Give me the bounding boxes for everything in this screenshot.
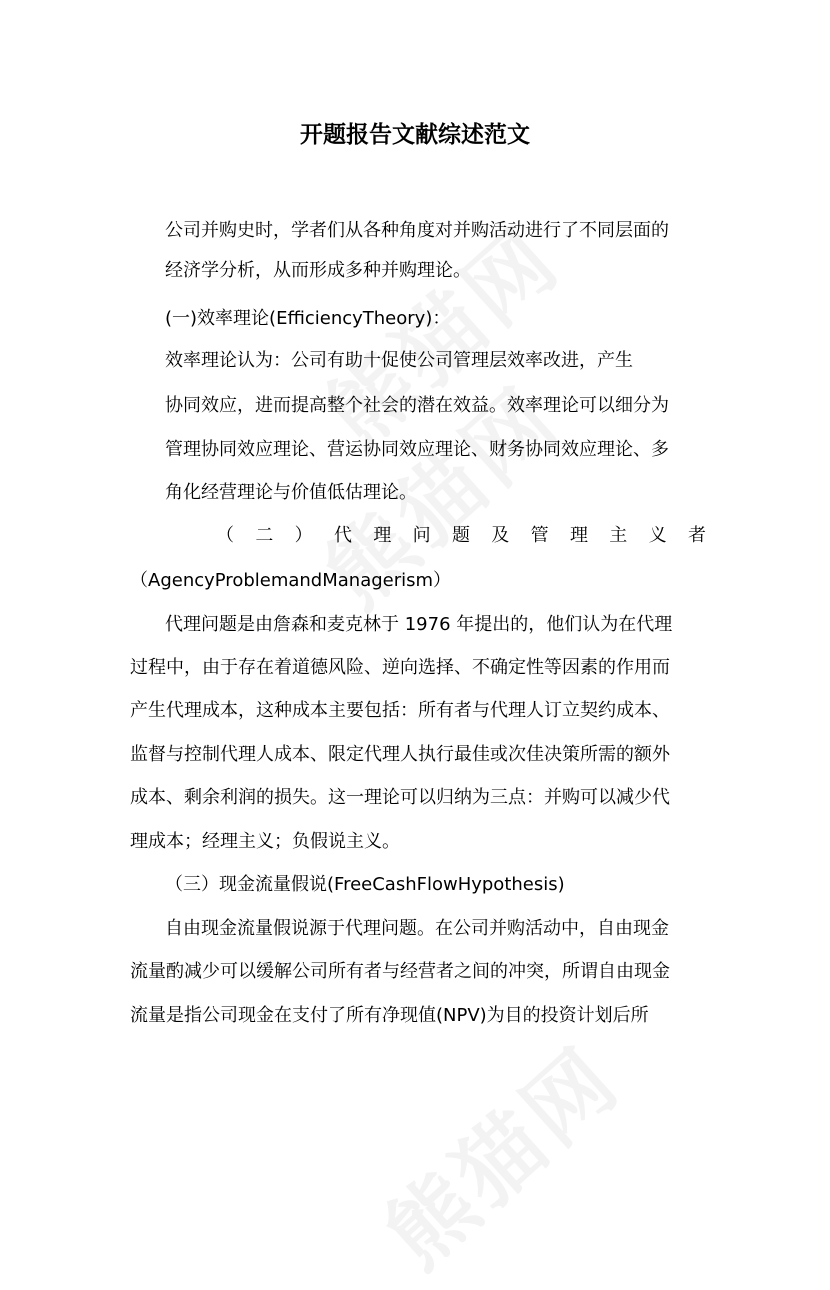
paragraph-line: 公司并购史时，学者们从各种角度对并购活动进行了不同层面的 — [165, 220, 669, 241]
heading-char: 及 — [491, 525, 510, 546]
heading-char: 管 — [530, 525, 549, 546]
paragraph-line: 成本、剩余利润的损失。这一理论可以归纳为三点：并购可以减少代 — [130, 787, 670, 808]
section-heading: （AgencyProblemandManagerism） — [130, 570, 452, 591]
heading-char: 题 — [451, 525, 470, 546]
paragraph-line: 监督与控制代理人成本、限定代理人执行最佳或次佳决策所需的额外 — [130, 744, 670, 765]
paragraph-line: 产生代理成本，这种成本主要包括：所有者与代理人订立契约成本、 — [130, 700, 670, 721]
heading-char: （ — [216, 525, 234, 546]
paragraph-line: 流量是指公司现金在支付了所有净现值(NPV)为目的投资计划后所 — [130, 1005, 649, 1026]
paragraph-line: 自由现金流量假说源于代理问题。在公司并购活动中，自由现金 — [165, 918, 669, 939]
paragraph-line: 管理协同效应理论、营运协同效应理论、财务协同效应理论、多 — [165, 439, 669, 460]
paragraph-line: 代理问题是由詹森和麦克林于 1976 年提出的，他们认为在代理 — [165, 614, 673, 635]
watermark — [354, 1014, 642, 1290]
heading-char: 问 — [412, 525, 431, 546]
heading-char: 者 — [687, 525, 706, 546]
paragraph-line: 经济学分析，从而形成多种并购理论。 — [165, 260, 471, 281]
paragraph-line: 角化经营理论与价值低估理论。 — [165, 482, 417, 503]
heading-char: 理 — [373, 525, 392, 546]
heading-char: 二 — [255, 525, 274, 546]
heading-char: 义 — [648, 525, 667, 546]
paragraph-line: 过程中，由于存在着道德风险、逆向选择、不确定性等因素的作用而 — [130, 657, 670, 678]
heading-char: 代 — [333, 525, 352, 546]
heading-char: 理 — [569, 525, 588, 546]
heading-char: ） — [294, 525, 313, 546]
paragraph-line: 理成本；经理主义；负假说主义。 — [130, 831, 400, 852]
heading-char: 主 — [609, 525, 628, 546]
paragraph-line: 效率理论认为：公司有助十促使公司管理层效率改进，产生 — [165, 350, 633, 371]
section-heading: （三）现金流量假说(FreeCashFlowHypothesis) — [165, 874, 565, 895]
section-heading: (一)效率理论(EfficiencyTheory)： — [165, 308, 451, 329]
paragraph-line: 流量酌减少可以缓解公司所有者与经营者之间的冲突，所谓自由现金 — [130, 961, 670, 982]
section-heading-justified — [216, 521, 706, 551]
paragraph-line: 协同效应，进而提高整个社会的潜在效益。效率理论可以细分为 — [165, 395, 669, 416]
document-title: 开题报告文献综述范文 — [300, 122, 530, 148]
